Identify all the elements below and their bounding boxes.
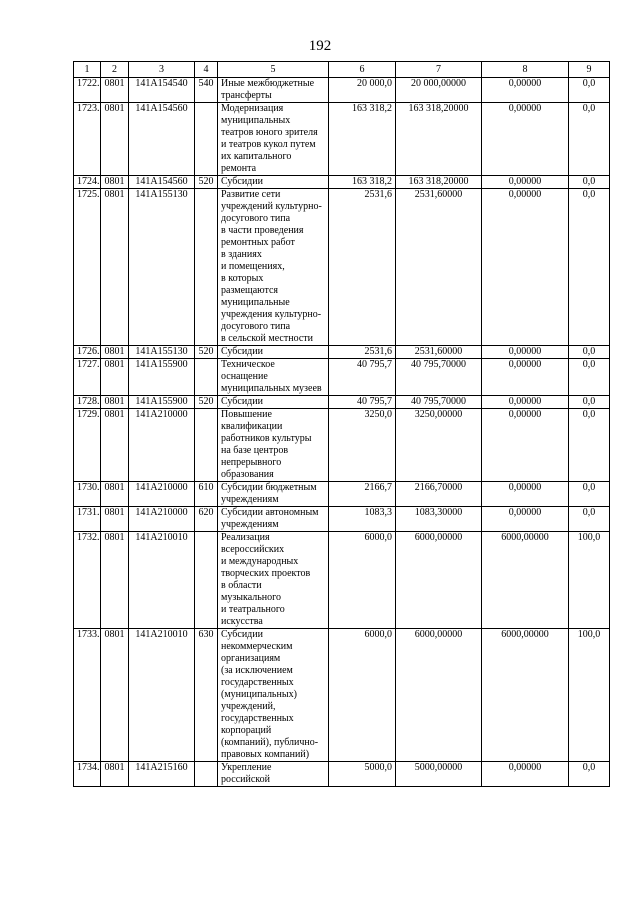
column-header-4: 4 [195,62,218,78]
section-code: 0801 [101,176,129,189]
expense-name-line: ремонта [221,163,257,174]
expense-type-code: 610 [195,482,218,507]
row-number: 1725. [74,189,101,346]
column-7-value: 3250,00000 [396,409,482,482]
expense-name-line: в зданиях [221,249,262,260]
target-article-code: 141A154560 [129,176,195,189]
column-6-value: 2531,6 [329,189,396,346]
table-row [74,189,610,346]
column-8-value: 6000,00000 [482,532,569,629]
column-6-value: 40 795,7 [329,396,396,409]
expense-name-line: государственных [221,713,294,724]
column-6-value: 163 318,2 [329,103,396,176]
section-code: 0801 [101,482,129,507]
row-number: 1733. [74,629,101,762]
column-7-value: 6000,00000 [396,532,482,629]
expense-name-line: учреждениям [221,494,279,505]
expense-name-line: (муниципальных) [221,689,297,700]
column-9-value: 0,0 [569,507,610,532]
expense-name-line: работников культуры [221,433,312,444]
page-number: 192 [308,38,332,54]
row-number: 1722. [74,78,101,103]
section-code: 0801 [101,409,129,482]
section-code: 0801 [101,507,129,532]
expense-name-line: муниципальных [221,115,291,126]
row-number: 1726. [74,346,101,359]
target-article-code: 141A210010 [129,532,195,629]
section-code: 0801 [101,359,129,396]
row-number: 1734. [74,762,101,787]
expense-type-code: 520 [195,396,218,409]
column-8-value: 0,00000 [482,189,569,346]
expense-name-line: их капитального [221,151,292,162]
expense-name-line: муниципальные [221,297,290,308]
expense-type-code [195,103,218,176]
expense-name-line: Субсидии [221,346,263,357]
row-number: 1728. [74,396,101,409]
table-row [74,103,610,176]
expense-name-line: Техническое [221,359,275,370]
expense-name [218,189,329,346]
expense-name-line: учреждения культурно- [221,309,322,320]
column-header-6: 6 [329,62,396,78]
target-article-code: 141A154540 [129,78,195,103]
expense-name-line: в которых [221,273,264,284]
column-6-value: 163 318,2 [329,176,396,189]
row-number: 1724. [74,176,101,189]
expense-name-line: искусства [221,616,263,627]
target-article-code: 141A154560 [129,103,195,176]
column-header-3: 3 [129,62,195,78]
section-code: 0801 [101,103,129,176]
expense-name [218,346,329,359]
column-7-value: 2166,70000 [396,482,482,507]
column-6-value: 20 000,0 [329,78,396,103]
row-number: 1729. [74,409,101,482]
row-number: 1731. [74,507,101,532]
column-8-value: 0,00000 [482,482,569,507]
column-6-value: 2531,6 [329,346,396,359]
expense-type-code: 620 [195,507,218,532]
column-6-value: 6000,0 [329,532,396,629]
section-code: 0801 [101,629,129,762]
column-8-value: 0,00000 [482,78,569,103]
expense-name [218,78,329,103]
expense-name-line: Субсидии бюджетным [221,482,317,493]
column-6-value: 5000,0 [329,762,396,787]
section-code: 0801 [101,346,129,359]
expense-name-line: и театрального [221,604,285,615]
expense-name-line: некоммерческим [221,641,293,652]
column-9-value: 0,0 [569,396,610,409]
column-7-value: 40 795,70000 [396,359,482,396]
target-article-code: 141A155130 [129,189,195,346]
column-8-value: 0,00000 [482,409,569,482]
expense-name-line: в сельской местности [221,333,313,344]
budget-table [73,61,610,787]
expense-name-line: Реализация [221,532,270,543]
table-row [74,359,610,396]
expense-name-line: Субсидии автономным [221,507,319,518]
expense-name-line: российской [221,774,270,785]
expense-name [218,482,329,507]
column-6-value: 3250,0 [329,409,396,482]
column-7-value: 20 000,00000 [396,78,482,103]
column-7-value: 5000,00000 [396,762,482,787]
expense-name-line: размещаются [221,285,279,296]
expense-name-line: и театров кукол путем [221,139,316,150]
row-number: 1727. [74,359,101,396]
expense-name-line: Развитие сети [221,189,281,200]
expense-name-line: государственных [221,677,294,688]
section-code: 0801 [101,396,129,409]
column-7-value: 163 318,20000 [396,103,482,176]
expense-name-line: (за исключением [221,665,293,676]
column-8-value: 0,00000 [482,359,569,396]
target-article-code: 141A155130 [129,346,195,359]
expense-name-line: творческих проектов [221,568,311,579]
expense-name-line: театров юного зрителя [221,127,318,138]
expense-name-line: учреждениям [221,519,279,530]
column-header-7: 7 [396,62,482,78]
column-9-value: 0,0 [569,103,610,176]
expense-type-code: 630 [195,629,218,762]
column-9-value: 0,0 [569,189,610,346]
column-9-value: 0,0 [569,359,610,396]
column-header-8: 8 [482,62,569,78]
expense-type-code [195,359,218,396]
column-7-value: 2531,60000 [396,189,482,346]
expense-name-line: трансферты [221,90,272,101]
expense-name-line: в части проведения [221,225,304,236]
column-8-value: 0,00000 [482,507,569,532]
column-8-value: 0,00000 [482,103,569,176]
column-7-value: 40 795,70000 [396,396,482,409]
expense-name-line: и международных [221,556,299,567]
section-code: 0801 [101,78,129,103]
expense-type-code: 540 [195,78,218,103]
column-8-value: 0,00000 [482,346,569,359]
expense-name-line: досугового типа [221,321,291,332]
expense-name-line: в области [221,580,262,591]
expense-name [218,762,329,787]
expense-name-line: Субсидии [221,629,263,640]
expense-name [218,409,329,482]
expense-name [218,532,329,629]
table-row [74,346,610,359]
expense-name-line: муниципальных музеев [221,383,322,394]
expense-name-line: музыкального [221,592,281,603]
expense-name [218,507,329,532]
expense-name-line: организациям [221,653,281,664]
expense-name-line: ремонтных работ [221,237,295,248]
row-number: 1730. [74,482,101,507]
column-9-value: 0,0 [569,482,610,507]
expense-name-line: корпораций [221,725,272,736]
column-8-value: 0,00000 [482,396,569,409]
expense-type-code [195,762,218,787]
target-article-code: 141A210000 [129,482,195,507]
column-8-value: 0,00000 [482,762,569,787]
table-header-row [74,62,610,78]
table-row [74,482,610,507]
expense-name-line: Укрепление [221,762,272,773]
expense-name [218,396,329,409]
expense-type-code: 520 [195,176,218,189]
expense-name-line: Иные межбюджетные [221,78,315,89]
table-row [74,396,610,409]
expense-name-line: образования [221,469,274,480]
target-article-code: 141A210000 [129,507,195,532]
expense-name-line: оснащение [221,371,268,382]
column-8-value: 0,00000 [482,176,569,189]
target-article-code: 141A155900 [129,396,195,409]
expense-name [218,176,329,189]
column-7-value: 2531,60000 [396,346,482,359]
expense-type-code [195,189,218,346]
expense-name [218,103,329,176]
target-article-code: 141A210000 [129,409,195,482]
table-row [74,176,610,189]
table-row [74,762,610,787]
expense-type-code [195,532,218,629]
expense-type-code [195,409,218,482]
expense-name-line: квалификации [221,421,283,432]
column-7-value: 163 318,20000 [396,176,482,189]
column-6-value: 6000,0 [329,629,396,762]
table-row [74,78,610,103]
expense-name-line: учреждений, [221,701,276,712]
table-row [74,532,610,629]
column-9-value: 0,0 [569,346,610,359]
expense-name-line: Повышение [221,409,272,420]
expense-name-line: Субсидии [221,176,263,187]
column-9-value: 0,0 [569,176,610,189]
column-9-value: 0,0 [569,78,610,103]
expense-name-line: Субсидии [221,396,263,407]
column-9-value: 0,0 [569,409,610,482]
section-code: 0801 [101,532,129,629]
column-6-value: 40 795,7 [329,359,396,396]
column-6-value: 1083,3 [329,507,396,532]
column-8-value: 6000,00000 [482,629,569,762]
target-article-code: 141A215160 [129,762,195,787]
table-row [74,507,610,532]
column-9-value: 100,0 [569,629,610,762]
expense-name-line: непрерывного [221,457,282,468]
column-7-value: 1083,30000 [396,507,482,532]
expense-name-line: на базе центров [221,445,289,456]
expense-name-line: и помещениях, [221,261,285,272]
column-9-value: 100,0 [569,532,610,629]
target-article-code: 141A155900 [129,359,195,396]
expense-name-line: (компаний), публично- [221,737,319,748]
column-9-value: 0,0 [569,762,610,787]
column-header-9: 9 [569,62,610,78]
expense-name [218,629,329,762]
column-7-value: 6000,00000 [396,629,482,762]
row-number: 1732. [74,532,101,629]
section-code: 0801 [101,189,129,346]
table-row [74,629,610,762]
expense-type-code: 520 [195,346,218,359]
target-article-code: 141A210010 [129,629,195,762]
expense-name-line: учреждений культурно- [221,201,322,212]
column-header-1: 1 [74,62,101,78]
row-number: 1723. [74,103,101,176]
section-code: 0801 [101,762,129,787]
column-6-value: 2166,7 [329,482,396,507]
expense-name [218,359,329,396]
table-row [74,409,610,482]
column-header-5: 5 [218,62,329,78]
expense-name-line: Модернизация [221,103,284,114]
column-header-2: 2 [101,62,129,78]
expense-name-line: всероссийских [221,544,285,555]
expense-name-line: правовых компаний) [221,749,310,760]
expense-name-line: досугового типа [221,213,291,224]
